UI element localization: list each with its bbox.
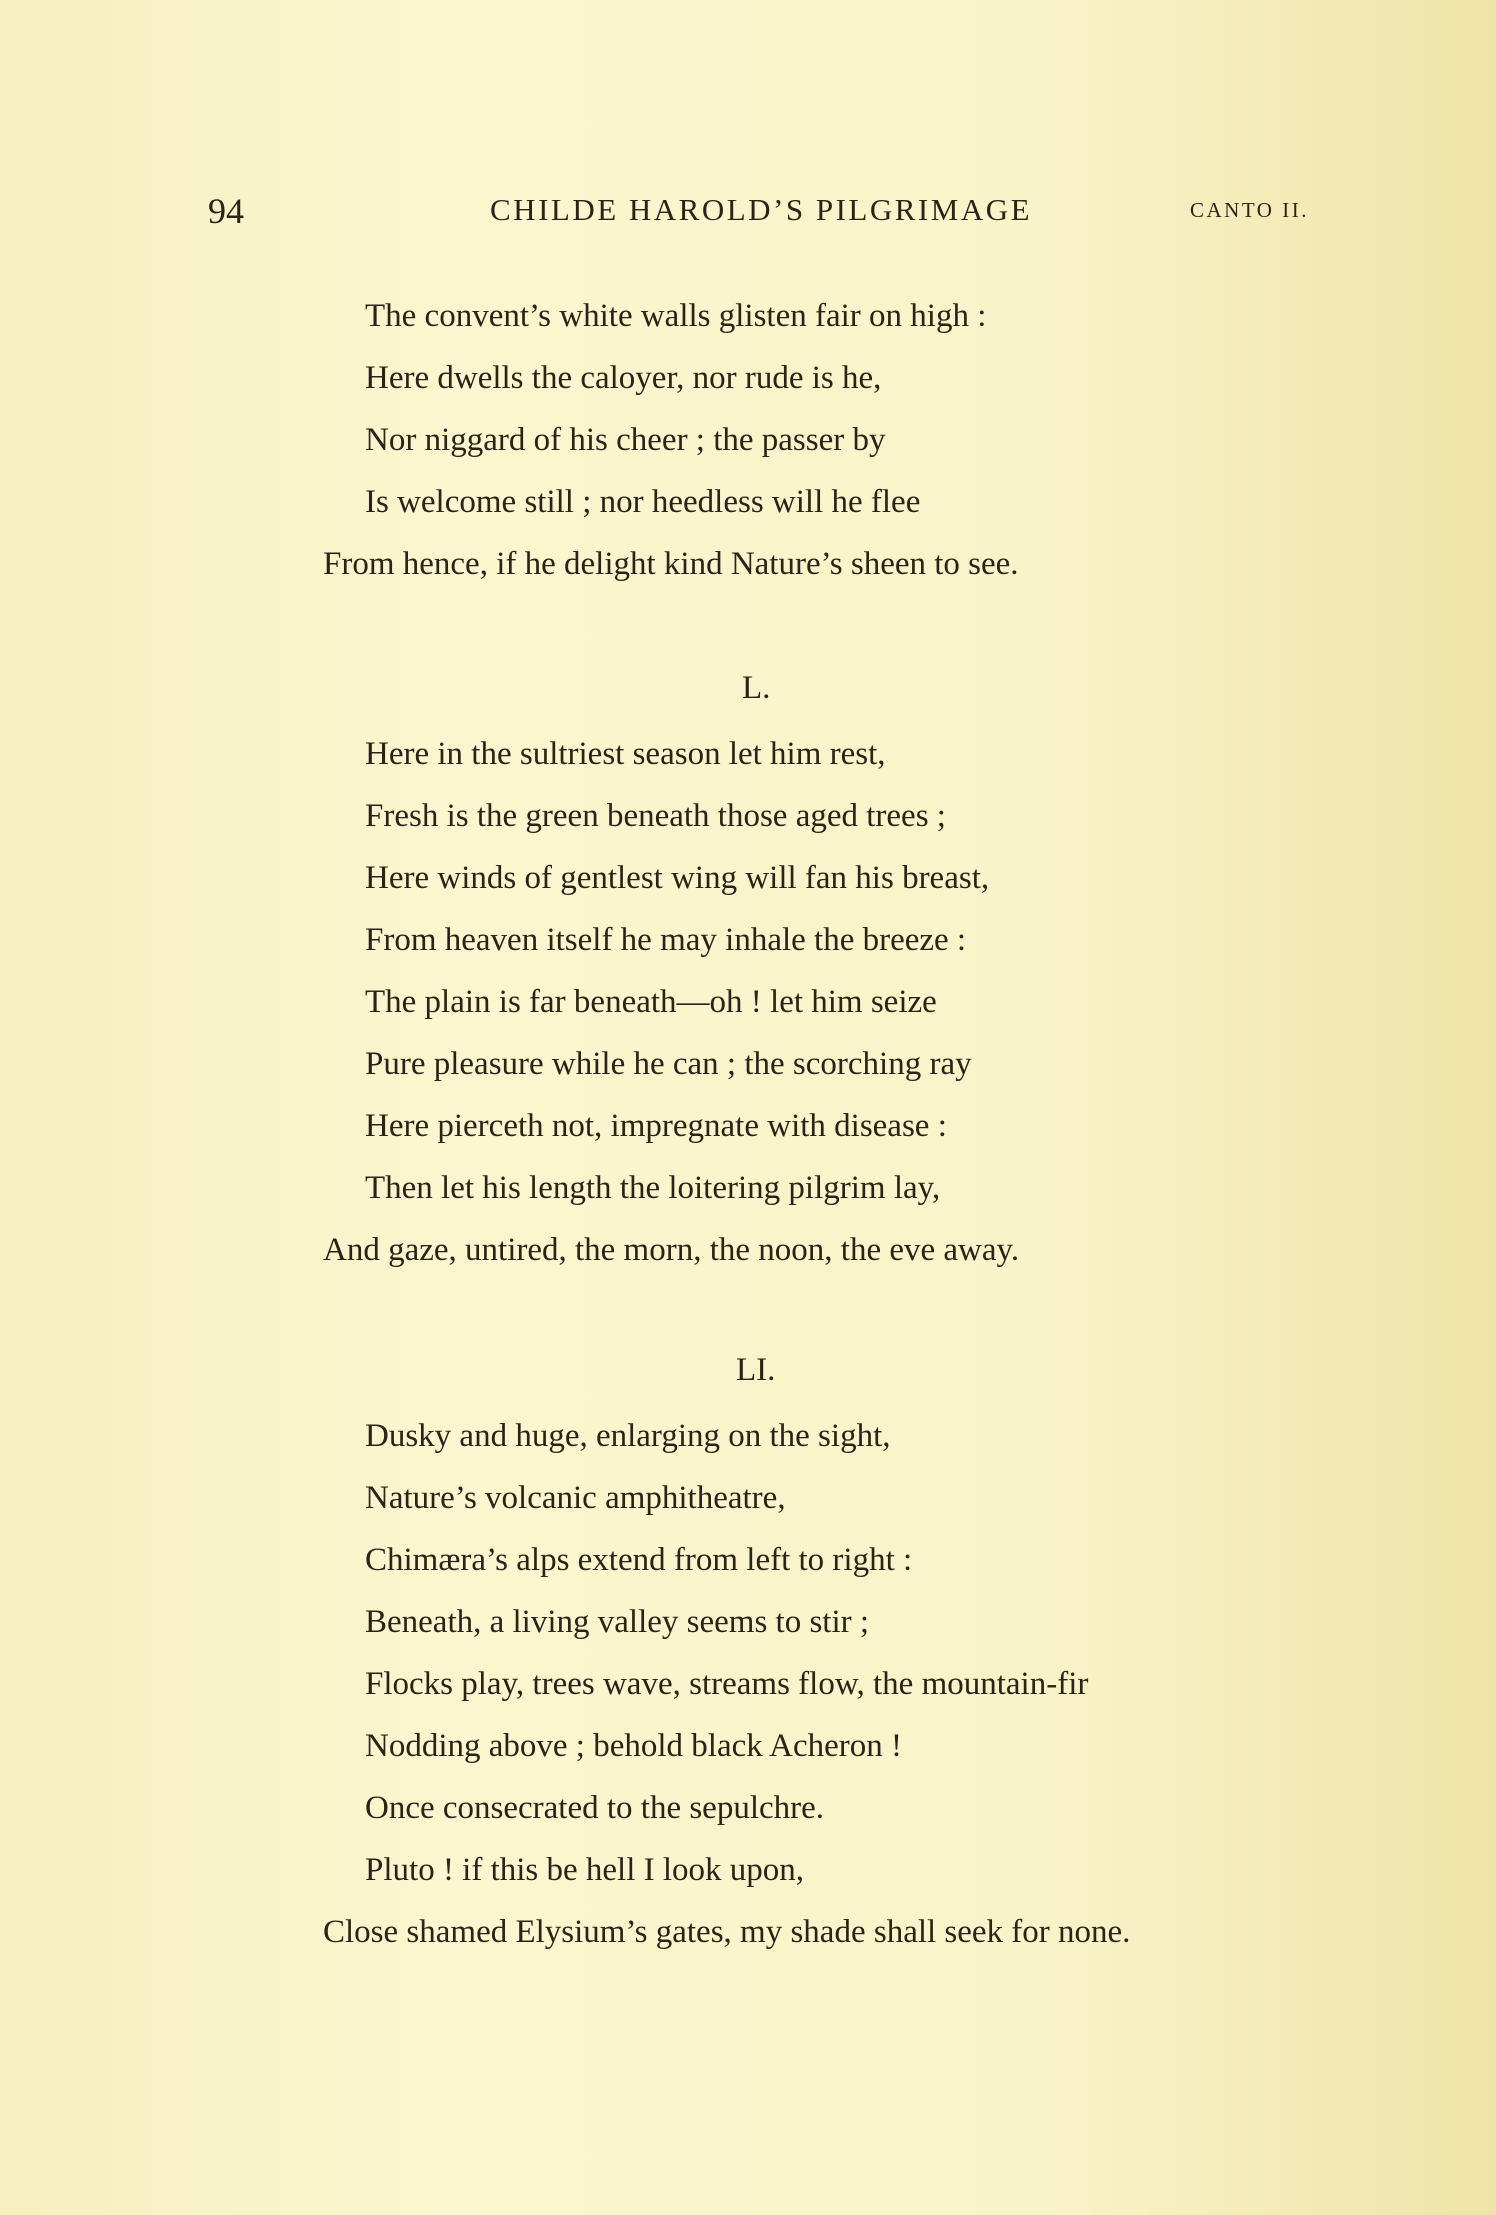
verse-line: From hence, if he delight kind Nature’s sheen to see.: [323, 546, 1019, 582]
verse-line: Beneath, a living valley seems to stir ;: [365, 1604, 870, 1640]
verse-line: Fresh is the green beneath those aged trees ;: [365, 798, 946, 834]
verse-line: Flocks play, trees wave, streams flow, the mountain-fir: [365, 1666, 1089, 1702]
verse-line: The convent’s white walls glisten fair on high :: [365, 298, 987, 334]
verse-line: Nor niggard of his cheer ; the passer by: [365, 422, 886, 458]
page-number: 94: [208, 191, 244, 231]
verse-line: Pure pleasure while he can ; the scorching ray: [365, 1046, 972, 1082]
verse-line: Then let his length the loitering pilgrim lay,: [365, 1170, 941, 1206]
verse-line: Here pierceth not, impregnate with disease :: [365, 1108, 947, 1144]
verse-line: Here winds of gentlest wing will fan his breast,: [365, 860, 990, 896]
page-header: [0, 190, 1496, 240]
canto-label: CANTO II.: [1190, 198, 1309, 222]
verse-line: Dusky and huge, enlarging on the sight,: [365, 1418, 891, 1454]
verse-line: Close shamed Elysium’s gates, my shade shall seek for none.: [323, 1914, 1131, 1950]
verse-line: Chimæra’s alps extend from left to right :: [365, 1542, 913, 1578]
verse-line: Nodding above ; behold black Acheron !: [365, 1728, 903, 1764]
verse-line: Once consecrated to the sepulchre.: [365, 1790, 825, 1826]
verse-line: Is welcome still ; nor heedless will he flee: [365, 484, 921, 520]
verse-line: And gaze, untired, the morn, the noon, the eve away.: [323, 1232, 1020, 1268]
verse-line: Here dwells the caloyer, nor rude is he,: [365, 360, 882, 396]
running-title: CHILDE HAROLD’S PILGRIMAGE: [490, 192, 1033, 227]
stanza-number: L.: [742, 670, 771, 706]
verse-line: The plain is far beneath—oh ! let him seize: [365, 984, 937, 1020]
verse-line: Nature’s volcanic amphitheatre,: [365, 1480, 786, 1516]
verse-line: Pluto ! if this be hell I look upon,: [365, 1852, 805, 1888]
verse-line: Here in the sultriest season let him rest,: [365, 736, 886, 772]
stanza-number: LI.: [736, 1352, 776, 1388]
verse-line: From heaven itself he may inhale the breeze :: [365, 922, 967, 958]
